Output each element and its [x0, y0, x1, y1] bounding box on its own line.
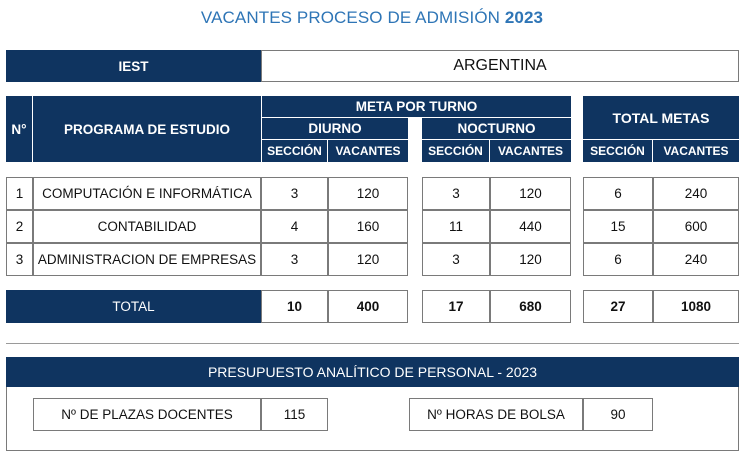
row-2-num: 2 [6, 210, 33, 243]
total-label: TOTAL [6, 290, 261, 323]
row-1-diurno-vacantes: 120 [328, 177, 408, 210]
total-diurno-vacantes: 400 [328, 290, 408, 323]
total-total-vacantes: 1080 [653, 290, 739, 323]
horas-bolsa-value: 90 [583, 398, 653, 431]
header-diurno-vacantes: VACANTES [328, 140, 408, 162]
page-title: VACANTES PROCESO DE ADMISIÓN 2023 [200, 8, 544, 27]
row-2-nocturno-seccion: 11 [422, 210, 490, 243]
row-3-nocturno-vacantes: 120 [490, 243, 571, 276]
plazas-docentes-label: Nº DE PLAZAS DOCENTES [33, 398, 261, 431]
header-gap [408, 118, 422, 162]
row-3-total-seccion: 6 [583, 243, 653, 276]
header-meta-por-turno: META POR TURNO [261, 96, 571, 118]
row-3-program: ADMINISTRACION DE EMPRESAS [33, 243, 261, 276]
row-1-total-seccion: 6 [583, 177, 653, 210]
header-num: N° [6, 96, 33, 162]
row-1-num: 1 [6, 177, 33, 210]
row-3-diurno-vacantes: 120 [328, 243, 408, 276]
total-nocturno-seccion: 17 [422, 290, 490, 323]
header-nocturno: NOCTURNO [422, 118, 571, 140]
row-2-diurno-vacantes: 160 [328, 210, 408, 243]
plazas-docentes-value: 115 [261, 398, 328, 431]
section-divider [6, 343, 739, 344]
header-total-seccion: SECCIÓN [583, 140, 653, 162]
header-nocturno-vacantes: VACANTES [490, 140, 571, 162]
row-3-diurno-seccion: 3 [261, 243, 328, 276]
row-2-total-seccion: 15 [583, 210, 653, 243]
row-1-nocturno-seccion: 3 [422, 177, 490, 210]
total-nocturno-vacantes: 680 [490, 290, 571, 323]
iest-label: IEST [6, 50, 261, 82]
row-2-total-vacantes: 600 [653, 210, 739, 243]
row-2-program: CONTABILIDAD [33, 210, 261, 243]
horas-bolsa-label: Nº HORAS DE BOLSA [409, 398, 583, 431]
iest-value: ARGENTINA [261, 50, 739, 82]
row-2-nocturno-vacantes: 440 [490, 210, 571, 243]
row-1-total-vacantes: 240 [653, 177, 739, 210]
total-diurno-seccion: 10 [261, 290, 328, 323]
header-nocturno-seccion: SECCIÓN [422, 140, 490, 162]
row-1-nocturno-vacantes: 120 [490, 177, 571, 210]
header-total-vacantes: VACANTES [653, 140, 739, 162]
header-diurno-seccion: SECCIÓN [261, 140, 328, 162]
header-diurno: DIURNO [261, 118, 408, 140]
header-program: PROGRAMA DE ESTUDIO [33, 96, 261, 162]
total-total-seccion: 27 [583, 290, 653, 323]
row-2-diurno-seccion: 4 [261, 210, 328, 243]
row-3-num: 3 [6, 243, 33, 276]
row-3-total-vacantes: 240 [653, 243, 739, 276]
header-total-metas: TOTAL METAS [583, 96, 739, 140]
row-1-diurno-seccion: 3 [261, 177, 328, 210]
row-3-nocturno-seccion: 3 [422, 243, 490, 276]
budget-title: PRESUPUESTO ANALÍTICO DE PERSONAL - 2023 [6, 357, 739, 387]
row-1-program: COMPUTACIÓN E INFORMÁTICA [33, 177, 261, 210]
